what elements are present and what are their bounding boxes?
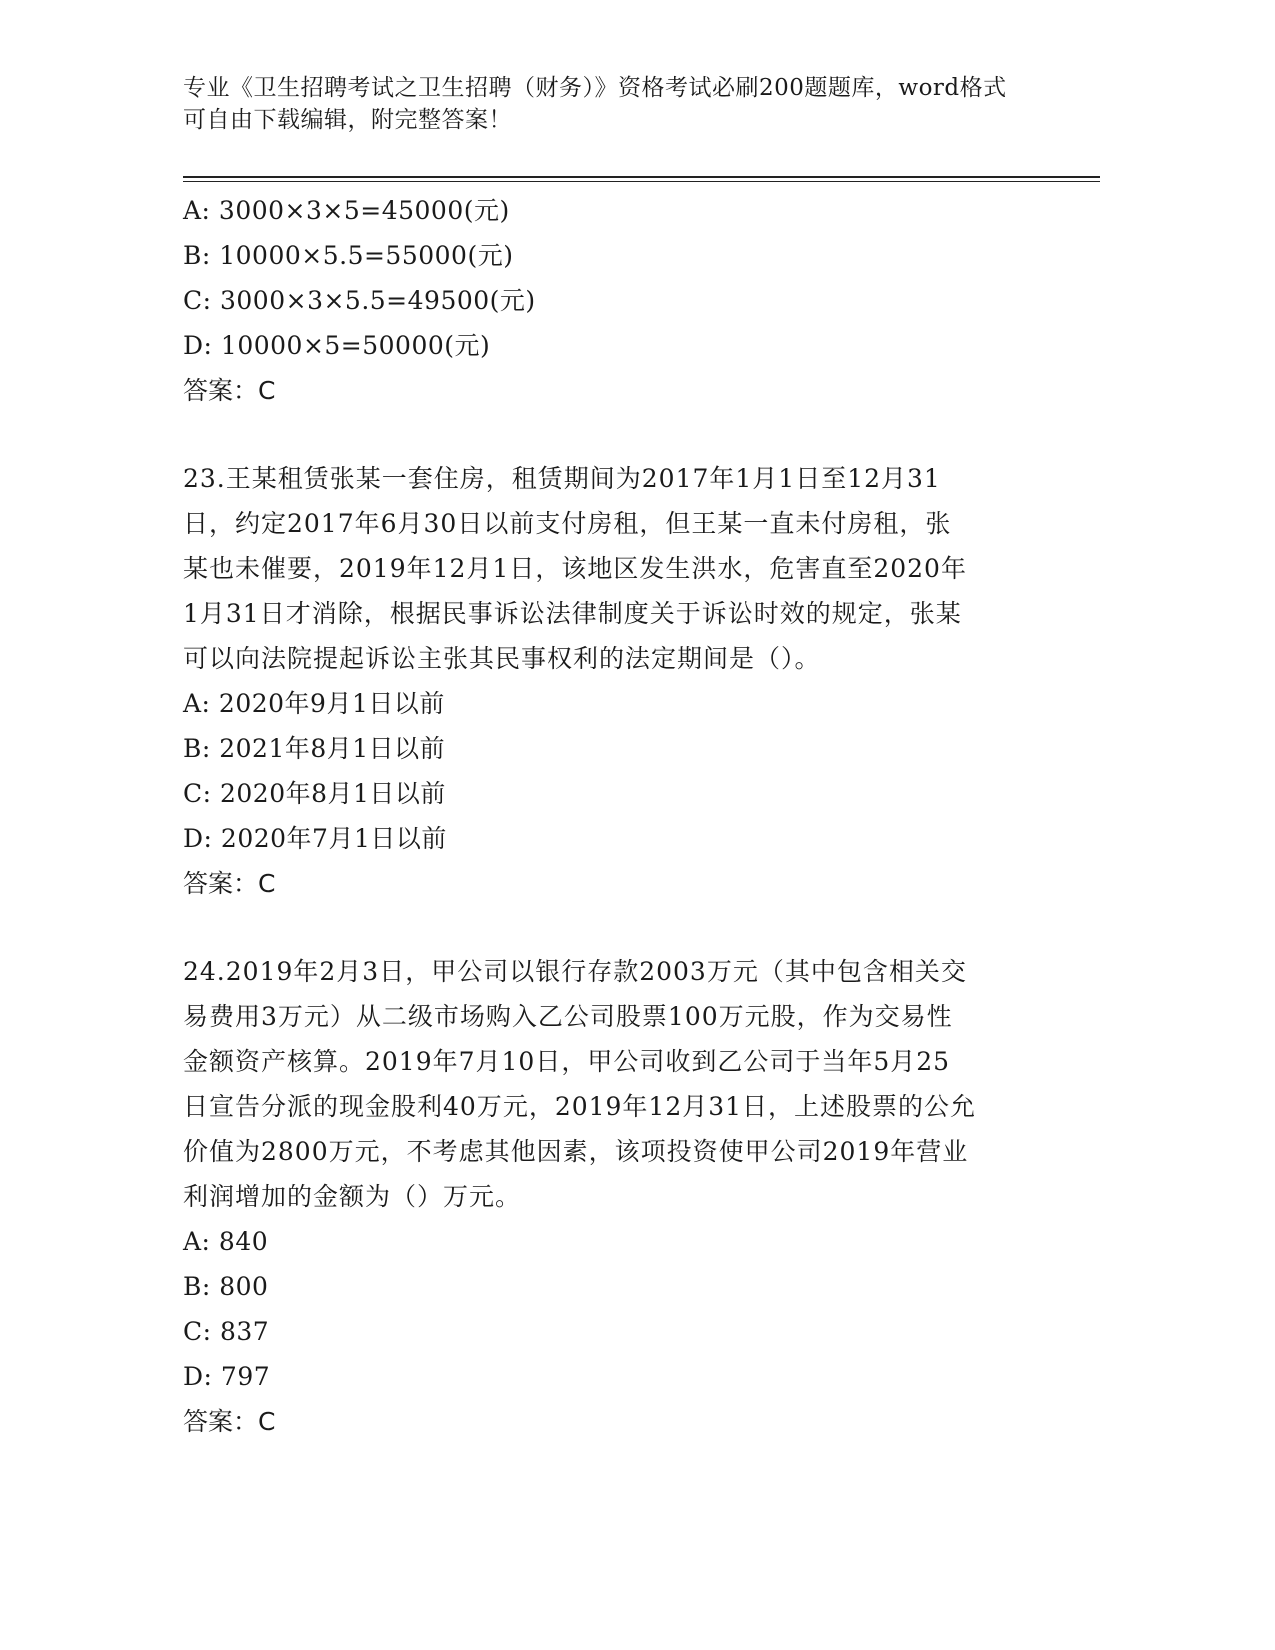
question-22-block bbox=[183, 188, 1063, 413]
option-a: A: 840 bbox=[183, 1227, 269, 1256]
question-stem-line: 日宣告分派的现金股利40万元，2019年12月31日，上述股票的公允 bbox=[183, 1092, 977, 1121]
option-d: D: 797 bbox=[183, 1362, 271, 1391]
answer-line: 答案：C bbox=[183, 376, 276, 405]
question-stem-line: 可以向法院提起诉讼主张其民事权利的法定期间是（）。 bbox=[183, 644, 821, 673]
question-stem-line: 金额资产核算。2019年7月10日，甲公司收到乙公司于当年5月25 bbox=[183, 1047, 951, 1076]
option-b: B: 2021年8月1日以前 bbox=[183, 734, 446, 763]
question-stem-line: 1月31日才消除，根据民事诉讼法律制度关于诉讼时效的规定，张某 bbox=[183, 599, 962, 628]
option-a: A: 3000×3×5=45000(元) bbox=[183, 196, 510, 225]
header-divider-thin bbox=[183, 181, 1100, 182]
question-stem-line: 23.王某租赁张某一套住房，租赁期间为2017年1月1日至12月31 bbox=[183, 464, 941, 493]
answer-line: 答案：C bbox=[183, 1407, 276, 1436]
question-stem-line: 24.2019年2月3日，甲公司以银行存款2003万元（其中包含相关交 bbox=[183, 957, 967, 986]
question-stem-line: 价值为2800万元，不考虑其他因素，该项投资使甲公司2019年营业 bbox=[183, 1137, 969, 1166]
header-title-line-1: 专业《卫生招聘考试之卫生招聘（财务）》资格考试必刷200题题库，word格式 bbox=[183, 75, 1007, 101]
document-header bbox=[183, 72, 1063, 136]
spacer bbox=[183, 413, 1063, 456]
question-stem-line: 易费用3万元）从二级市场购入乙公司股票100万元股，作为交易性 bbox=[183, 1002, 953, 1031]
question-23-block bbox=[183, 456, 1063, 906]
option-c: C: 837 bbox=[183, 1317, 270, 1346]
option-d: D: 10000×5=50000(元) bbox=[183, 331, 491, 360]
question-stem-line: 日，约定2017年6月30日以前支付房租，但王某一直未付房租，张 bbox=[183, 509, 952, 538]
question-stem-line: 某也未催要，2019年12月1日，该地区发生洪水，危害直至2020年 bbox=[183, 554, 967, 583]
option-b: B: 10000×5.5=55000(元) bbox=[183, 241, 514, 270]
question-content bbox=[183, 188, 1063, 1444]
question-stem-line: 利润增加的金额为（）万元。 bbox=[183, 1182, 522, 1211]
option-b: B: 800 bbox=[183, 1272, 269, 1301]
option-c: C: 2020年8月1日以前 bbox=[183, 779, 446, 808]
option-d: D: 2020年7月1日以前 bbox=[183, 824, 447, 853]
question-24-block bbox=[183, 949, 1063, 1444]
header-title-line-2: 可自由下载编辑，附完整答案！ bbox=[183, 107, 512, 133]
answer-line: 答案：C bbox=[183, 869, 276, 898]
option-c: C: 3000×3×5.5=49500(元) bbox=[183, 286, 536, 315]
spacer bbox=[183, 906, 1063, 949]
header-divider-thick bbox=[183, 176, 1100, 178]
option-a: A: 2020年9月1日以前 bbox=[183, 689, 445, 718]
